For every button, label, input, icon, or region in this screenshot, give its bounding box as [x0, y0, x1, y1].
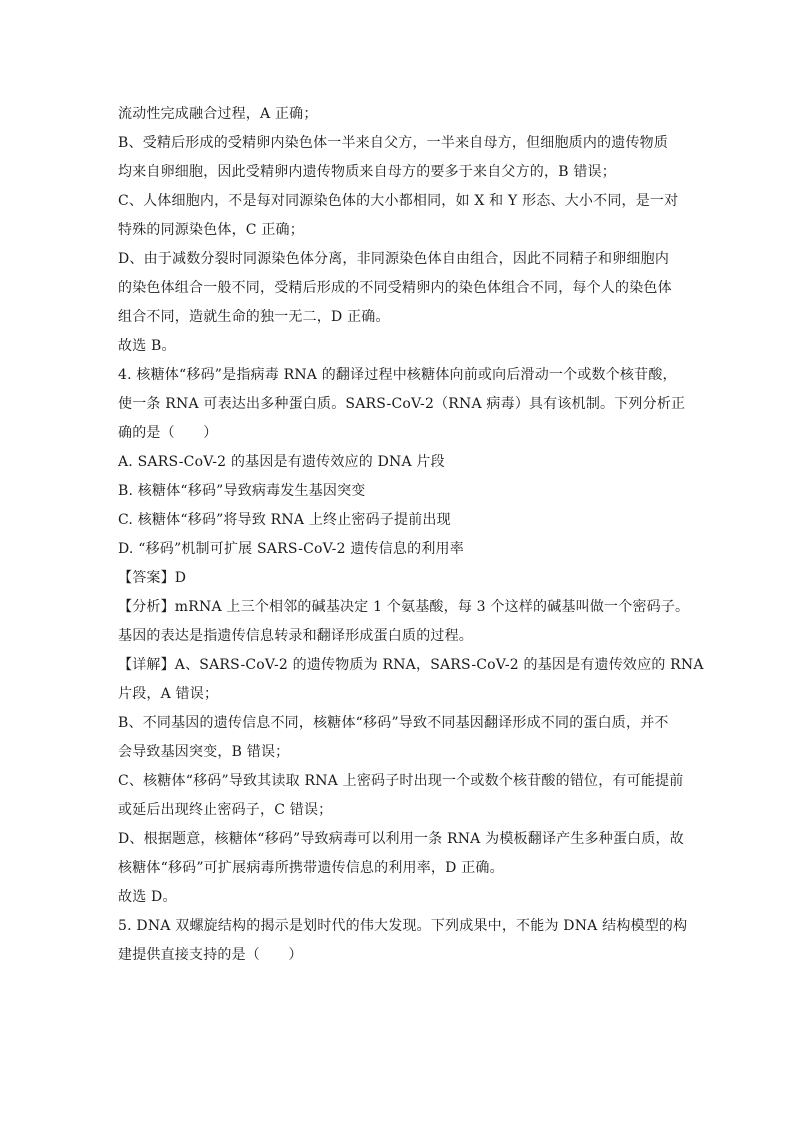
text-line: 的染色体组合一般不同，受精后形成的不同受精卵内的染色体组合不同，每个人的染色体: [118, 280, 672, 296]
conclusion-line: 故选 D。: [118, 889, 177, 905]
text-line: D、由于减数分裂时同源染色体分离，非同源染色体自由组合，因此不同精子和卵细胞内: [118, 251, 670, 267]
option-c: C. 核糖体“移码”将导致 RNA 上终止密码子提前出现: [118, 512, 451, 528]
explanation-line: C、核糖体“移码”导致其读取 RNA 上密码子时出现一个或数个核苷酸的错位，有可能提前: [118, 773, 684, 789]
document-page: [118, 100, 704, 970]
analysis-line: 基因的表达是指遗传信息转录和翻译形成蛋白质的过程。: [118, 628, 473, 644]
question-4-stem: 4. 核糖体“移码”是指病毒 RNA 的翻译过程中核糖体向前或向后滑动一个或数个核苷酸，: [118, 367, 677, 383]
question-4-stem: 确的是（ ）: [118, 425, 218, 441]
text-line: C、人体细胞内，不是每对同源染色体的大小都相同，如 X 和 Y 形态、大小不同，是一对: [118, 193, 679, 209]
text-line: 均来自卵细胞，因此受精卵内遗传物质来自母方的要多于来自父方的，B 错误；: [118, 164, 616, 180]
explanation-line: B、不同基因的遗传信息不同，核糖体“移码”导致不同基因翻译形成不同的蛋白质，并不: [118, 715, 669, 731]
explanation-line: 或延后出现终止密码子，C 错误；: [118, 802, 333, 818]
option-a: A. SARS-CoV-2 的基因是有遗传效应的 DNA 片段: [118, 454, 445, 470]
analysis-line: 【分析】mRNA 上三个相邻的碱基决定 1 个氨基酸，每 3 个这样的碱基叫做一个密码子。: [118, 599, 690, 615]
answer-line: 【答案】D: [118, 570, 187, 586]
explanation-line: D、根据题意，核糖体“移码”导致病毒可以利用一条 RNA 为模板翻译产生多种蛋白质，故: [118, 831, 684, 847]
question-5-stem: 5. DNA 双螺旋结构的揭示是划时代的伟大发现。下列成果中，不能为 DNA 结构模型的构: [118, 918, 688, 934]
explanation-line: 核糖体“移码”可扩展病毒所携带遗传信息的利用率，D 正确。: [118, 860, 504, 876]
text-line: 流动性完成融合过程，A 正确；: [118, 106, 318, 122]
text-line: 组合不同，造就生命的独一无二，D 正确。: [118, 309, 390, 325]
question-4-stem: 使一条 RNA 可表达出多种蛋白质。SARS-CoV-2（RNA 病毒）具有该机制。下列分析正: [118, 396, 686, 412]
option-b: B. 核糖体“移码”导致病毒发生基因突变: [118, 483, 366, 499]
option-d: D. “移码”机制可扩展 SARS-CoV-2 遗传信息的利用率: [118, 541, 464, 557]
explanation-line: 片段，A 错误；: [118, 686, 219, 702]
question-5-stem: 建提供直接支持的是（ ）: [118, 947, 303, 963]
explanation-line: 【详解】A、SARS-CoV-2 的遗传物质为 RNA，SARS-CoV-2 的基因是有遗传效应的 RNA: [118, 657, 704, 673]
text-line: 故选 B。: [118, 338, 176, 354]
text-line: 特殊的同源染色体，C 正确；: [118, 222, 304, 238]
text-line: B、受精后形成的受精卵内染色体一半来自父方，一半来自母方，但细胞质内的遗传物质: [118, 135, 669, 151]
explanation-line: 会导致基因突变，B 错误；: [118, 744, 290, 760]
